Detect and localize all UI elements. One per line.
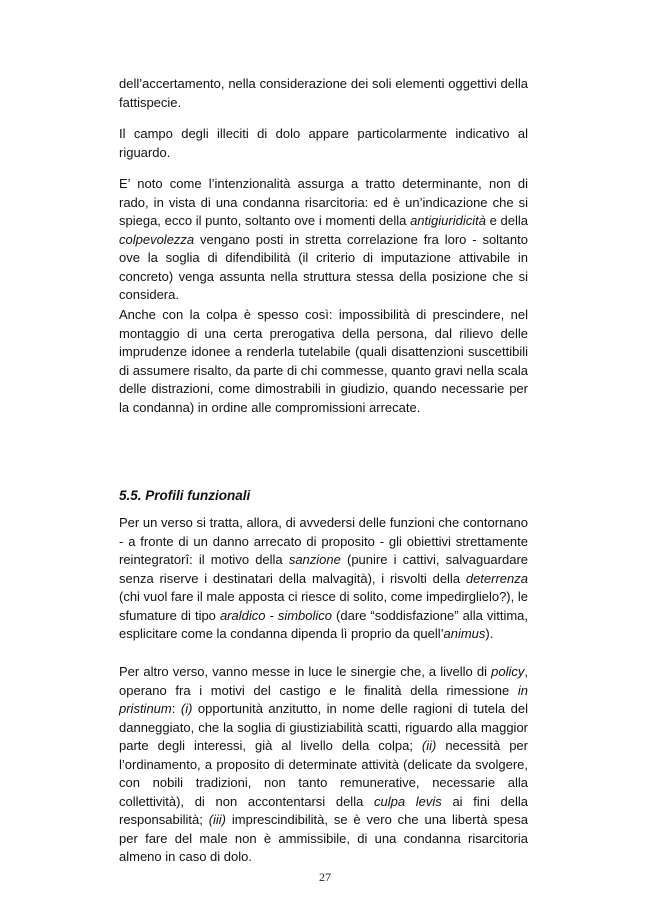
paragraph-2: Il campo degli illeciti di dolo appare particolarmente indicativo al riguardo. [119,126,528,160]
paragraph-6-italic: in pristinum [119,682,528,716]
paragraph-6-text: imprescindibilità, se è vero che una libertà spesa per fare del male non è ammissibile, di una condanna risarcitoria almeno in caso di dolo. [119,812,528,864]
paragraph-4: Anche con la colpa è spesso così: impossibilità di prescindere, nel montaggio di una certa prerogativa della persona, dal rilievo delle imprudenze idonee a renderla tutelabile (quali disattenzioni suscettibili di assumere risalto, da parte di chi commesse, quanto gravi nella scala delle distrazioni, come dimostrabili in giudizio, quando necessarie per la condanna) in ordine alle compromissioni arrecate. [119,307,528,415]
paragraph-6-italic: (iii) [208,812,227,827]
paragraph-6-text: : [171,701,181,716]
paragraph-6-text: , operano fra i motivi del castigo e le finalità della rimessione [119,664,528,698]
paragraph-6-text: necessità per l’ordinamento, a proposito di determinate attività (delicate da svolgere, con nobili tradizioni, non tanto remunerative, necessarie alla collettività), di non accontentarsi della [119,738,528,809]
paragraph-3 [119,175,528,305]
paragraph-6-text: ai fini della responsabilità; [119,793,528,827]
paragraph-3-text: vengano posti in stretta correlazione fra loro - soltanto ove la soglia di difendibilità (il criterio di imputazione attivabile in concreto) venga assunta nella struttura stessa della posizione che si considera. [119,231,528,302]
paragraph-5-text: (chi vuol fare il male apposta ci riesce di solito, come impedirglielo?), le sfumature di tipo [119,589,528,623]
paragraph-5-italic: sanzione [288,552,341,567]
paragraph-6-text: opportunità anzitutto, in nome delle ragioni di tutela del danneggiato, che la soglia di giustiziabilità scatti, riguardo alla maggior parte degli interessi, già al livello della colpa; [119,701,528,753]
paragraph-3-italic: colpevolezza [119,231,195,247]
paragraph-3-text: e della [485,213,528,228]
paragraph-6 [119,663,528,867]
paragraph-5-text: (punire i cattivi, salvaguardare senza riserve i destinatari della malvagità), i risvolti della [119,552,529,586]
paragraph-5-italic: animus [443,626,486,641]
paragraph-3-italic: antigiuridicità [410,213,486,228]
paragraph-5-text: ). [485,626,494,641]
paragraph-6-italic: (ii) [421,738,437,753]
paragraph-5 [119,514,528,644]
paragraph-6-italic: policy [491,664,525,679]
paragraph-3-text: E’ noto come l’intenzionalità assurga a tratto determinante, non di rado, in vista di una condanna risarcitoria: ed è un’indicazione che si spiega, ecco il punto, soltanto ove i momenti della [119,176,528,228]
paragraph-1: dell’accertamento, nella considerazione dei soli elementi oggettivi della fattispecie. [119,76,528,110]
paragraph-5-text: (dare “soddisfazione” alla vittima, esplicitare come la condanna dipenda lì proprio da quell’ [119,607,528,641]
paragraph-5-italic: deterrenza [465,570,528,586]
section-heading: 5.5. Profili funzionali [119,488,251,503]
paragraph-6-italic: (i) [180,701,193,716]
paragraph-5-italic: araldico - simbolico [219,607,333,623]
paragraph-6-italic: culpa levis [374,793,442,809]
page-number: 27 [319,870,331,884]
paragraph-6-text: Per altro verso, vanno messe in luce le sinergie che, a livello di [119,664,492,679]
paragraph-5-text: Per un verso si tratta, allora, di avvedersi delle funzioni che contornano - a fronte di un danno arrecato di proposito - gli obiettivi strettamente reintegratorî: il motivo della [119,515,528,567]
